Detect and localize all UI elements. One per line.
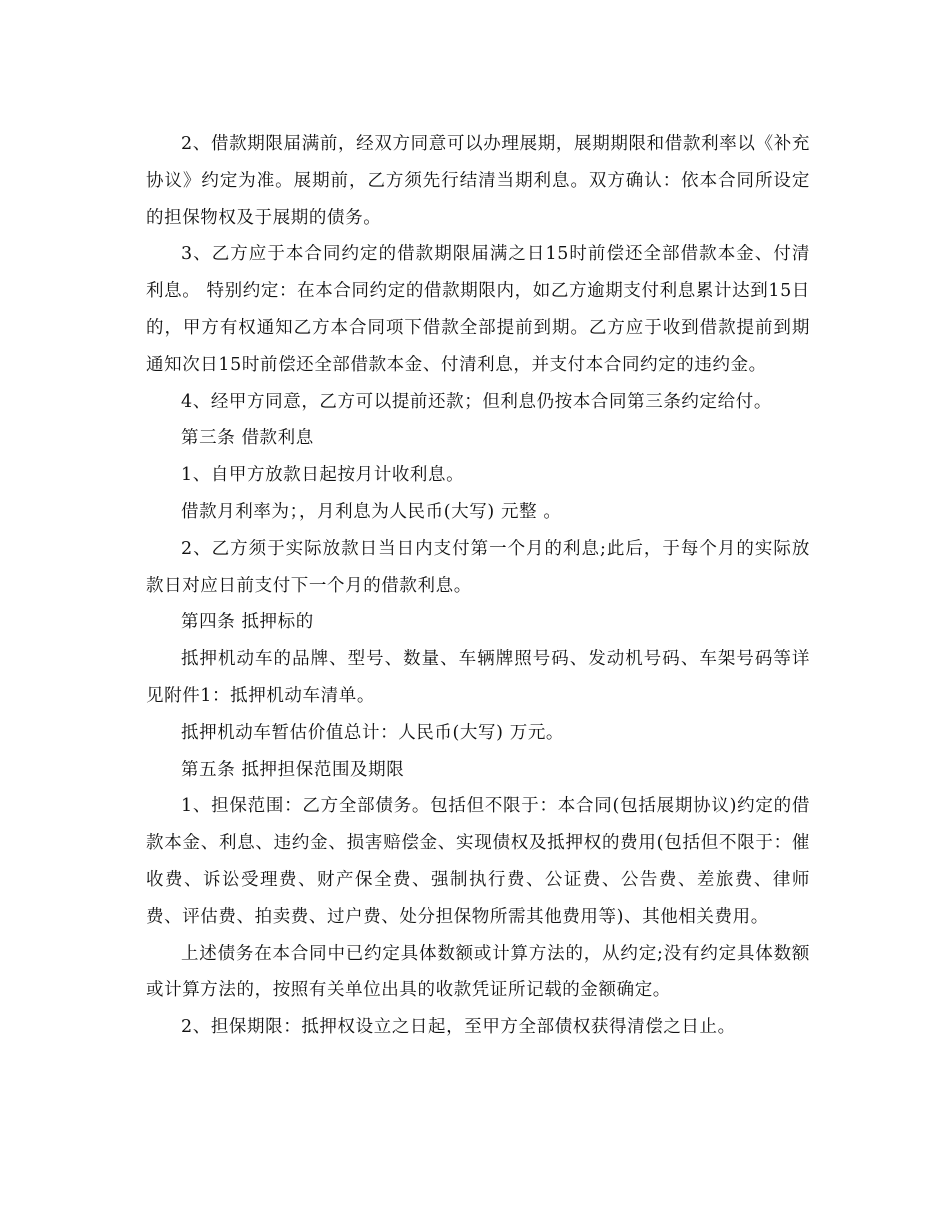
paragraph-interest-payment: 2、乙方须于实际放款日当日内支付第一个月的利息;此后，于每个月的实际放款日对应日前支付下一个月的借款利息。 — [146, 538, 810, 596]
paragraph-monthly-rate: 借款月利率为；，月利息为人民币(大写) 元整 。 — [181, 501, 562, 522]
paragraph-collateral-details: 抵押机动车的品牌、型号、数量、车辆牌照号码、发动机号码、车架号码等详见附件1：抵押机动车清单。 — [146, 649, 810, 706]
paragraph-debt-amount-determination: 上述债务在本合同中已约定具体数额或计算方法的，从约定;没有约定具体数额或计算方法的，按照有关单位出具的收款凭证所记载的金额确定。 — [146, 943, 810, 1001]
paragraph-repayment-terms: 3、乙方应于本合同约定的借款期限届满之日15时前偿还全部借款本金、付清利息。 特别约定：在本合同约定的借款期限内，如乙方逾期支付利息累计达到15日的，甲方有权通知乙方本合同项下借款全部提前到期。乙方应于收到借款提前到期通知次日15时前偿还全部借款本金、付清利息，并支付本合同约定的违约金。 — [146, 244, 810, 375]
paragraph-early-repayment: 4、经甲方同意，乙方可以提前还款；但利息仍按本合同第三条约定给付。 — [181, 391, 772, 412]
paragraph-guarantee-period: 2、担保期限：抵押权设立之日起，至甲方全部债权获得清偿之日止。 — [181, 1017, 736, 1038]
paragraph-guarantee-scope: 1、担保范围：乙方全部债务。包括但不限于：本合同(包括展期协议)约定的借款本金、利息、违约金、损害赔偿金、实现债权及抵押权的费用(包括但不限于：催收费、诉讼受理费、财产保全费、强制执行费、公证费、公告费、差旅费、律师费、评估费、拍卖费、过户费、处分担保物所需其他费用等)、其他相关费用。 — [146, 796, 810, 927]
paragraph-interest-calculation: 1、自甲方放款日起按月计收利息。 — [181, 465, 465, 486]
paragraph-collateral-value: 抵押机动车暂估价值总计：人民币(大写) 万元。 — [181, 722, 565, 743]
document-body — [146, 126, 810, 1046]
section-heading-article-4: 第四条 抵押标的 — [181, 612, 314, 633]
paragraph-extension-terms: 2、借款期限届满前，经双方同意可以办理展期，展期期限和借款利率以《补充协议》约定为准。展期前，乙方须先行结清当期利息。双方确认：依本合同所设定的担保物权及于展期的债务。 — [146, 134, 810, 228]
section-heading-article-5: 第五条 抵押担保范围及期限 — [181, 759, 405, 780]
section-heading-article-3: 第三条 借款利息 — [181, 428, 314, 449]
